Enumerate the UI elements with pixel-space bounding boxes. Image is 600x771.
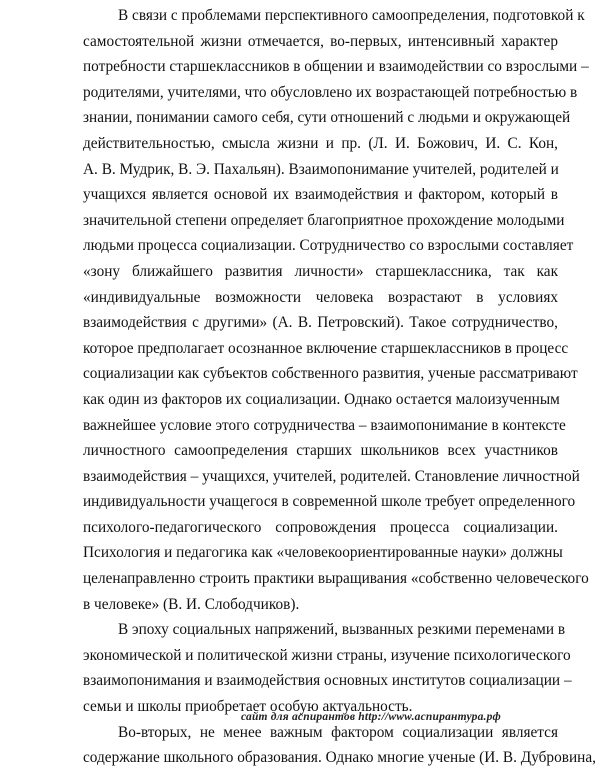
text-line: людьми процесса социализации. Сотрудничество со взрослыми составляет <box>83 237 574 255</box>
footer-watermark: сайт для аспирантов http://www.аспирантура.рф <box>241 711 501 723</box>
text-line: взаимопонимания и взаимодействия основных институтов социализации – <box>83 672 572 690</box>
text-line: взаимодействия с другими» (А. В. Петровский). Такое сотрудничество, <box>83 314 558 332</box>
text-line: А. В. Мудрик, В. Э. Пахальян). Взаимопонимание учителей, родителей и <box>83 160 559 178</box>
text-line: целенаправленно строить практики выращивания «собственно человеческого <box>83 570 589 588</box>
text-line: В связи с проблемами перспективного самоопределения, подготовкой к <box>118 7 585 24</box>
text-line: экономической и политической жизни страны, изучение психологического <box>83 646 571 664</box>
text-line: учащихся является основой их взаимодействия и фактором, который в <box>83 186 558 204</box>
text-line: действительностью, смысла жизни и пр. (Л. И. Божович, И. С. Кон, <box>83 134 558 152</box>
text-line: которое предполагает осознанное включение старшеклассников в процесс <box>83 339 569 357</box>
text-line: значительной степени определяет благоприятное прохождение молодыми <box>83 211 565 229</box>
text-line: самостоятельной жизни отмечается, во-первых, интенсивный характер <box>83 32 558 50</box>
text-line: семьи и школы приобретает особую актуальность. <box>83 698 413 716</box>
text-line: Психология и педагогика как «человекоориентированные науки» должны <box>83 544 563 562</box>
text-line: личностного самоопределения старших школьников всех участников <box>83 442 558 460</box>
text-line: взаимодействия – учащихся, учителей, родителей. Становление личностной <box>83 467 580 485</box>
text-line: важнейшее условие этого сотрудничества – взаимопонимание в контексте <box>83 416 566 434</box>
text-line: социализации как субъектов собственного развития, ученые рассматривают <box>83 365 578 383</box>
text-line: «индивидуальные возможности человека возрастают в условиях <box>83 288 558 306</box>
text-line: индивидуальности учащегося в современной школе требует определенного <box>83 493 576 511</box>
text-line: потребности старшеклассников в общении и взаимодействии со взрослыми – <box>83 58 589 76</box>
text-line: как один из факторов их социализации. Однако остается малоизученным <box>83 390 560 408</box>
text-line: родителями, учителями, что обусловлено их возрастающей потребностью в <box>83 83 578 101</box>
text-line: знании, понимании самого себя, сути отношений с людьми и окружающей <box>83 109 571 127</box>
body-text <box>83 3 596 771</box>
text-line: психолого-педагогического сопровождения процесса социализации. <box>83 518 558 536</box>
text-line: содержание школьного образования. Однако многие ученые (И. В. Дубровина, <box>83 749 596 767</box>
text-line: Во-вторых, не менее важным фактором социализации является <box>118 723 558 741</box>
text-line: В эпоху социальных напряжений, вызванных резкими переменами в <box>118 621 566 639</box>
text-line: в человеке» (В. И. Слободчиков). <box>83 595 300 613</box>
text-line: «зону ближайшего развития личности» старшеклассника, так как <box>83 262 558 280</box>
